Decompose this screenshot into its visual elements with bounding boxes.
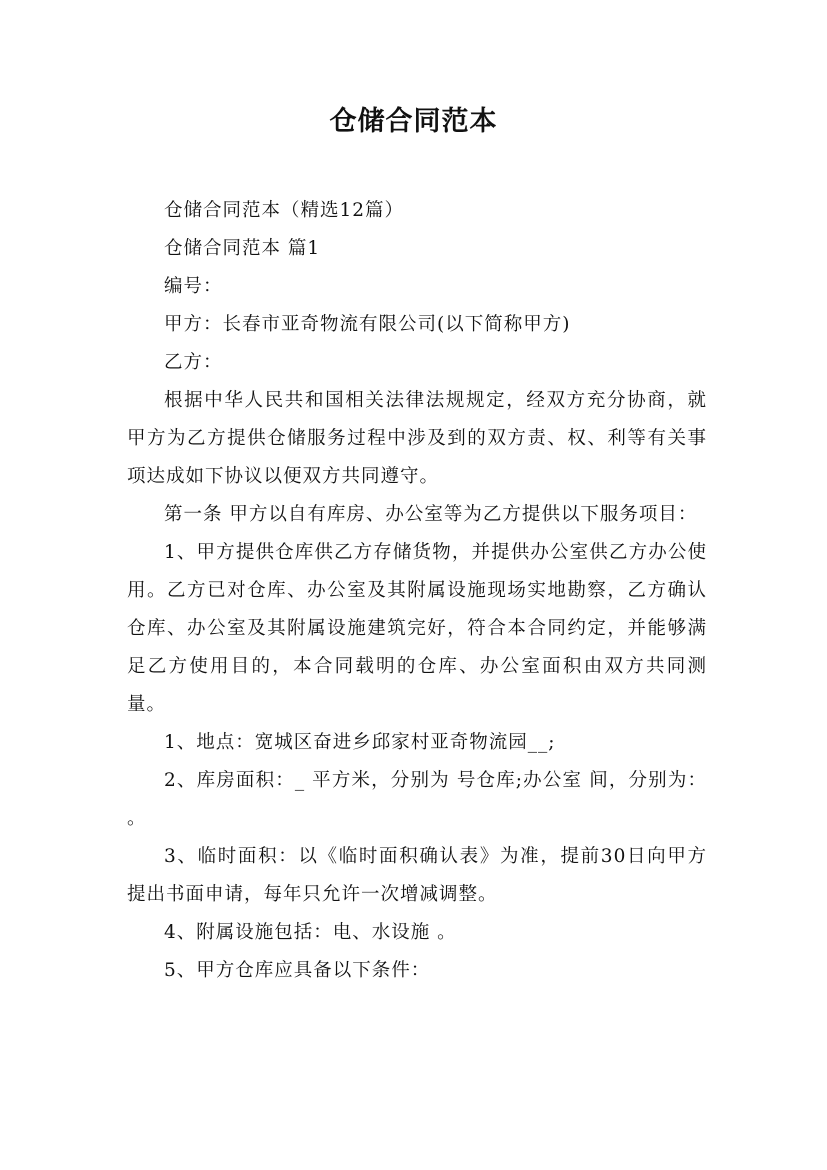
document-title: 仓储合同范本 bbox=[329, 106, 498, 137]
paragraph: 根据中华人民共和国相关法律法规规定，经双方充分协商，就甲方为乙方提供仓储服务过程中涉及到的双方责、权、利等有关事项达成如下协议以便双方共同遵守。 bbox=[127, 390, 707, 487]
paragraph: 1、甲方提供仓库供乙方存储货物，并提供办公室供乙方办公使用。乙方已对仓库、办公室及其附属设施现场实地勘察，乙方确认仓库、办公室及其附属设施建筑完好，符合本合同约定，并能够满足乙方使用目的，本合同载明的仓库、办公室面积由双方共同测量。 bbox=[127, 542, 707, 715]
paragraph: 乙方： bbox=[164, 352, 223, 373]
paragraph: 编号： bbox=[164, 276, 223, 297]
paragraph: 仓储合同范本 篇1 bbox=[164, 238, 321, 259]
paragraph: 甲方：长春市亚奇物流有限公司(以下简称甲方) bbox=[164, 314, 571, 335]
document-body bbox=[127, 192, 707, 990]
paragraph: 仓储合同范本（精选12篇） bbox=[164, 200, 405, 221]
paragraph: 4、附属设施包括：电、水设施 。 bbox=[164, 922, 457, 943]
paragraph: 第一条 甲方以自有库房、办公室等为乙方提供以下服务项目： bbox=[164, 504, 698, 525]
paragraph: 2、库房面积：_ 平方米，分别为 号仓库;办公室 间，分别为： 。 bbox=[127, 770, 707, 829]
paragraph: 1、地点：宽城区奋进乡邱家村亚奇物流园__; bbox=[164, 732, 556, 753]
paragraph: 5、甲方仓库应具备以下条件： bbox=[164, 960, 431, 981]
paragraph: 3、临时面积：以《临时面积确认表》为准，提前30日向甲方提出书面申请，每年只允许一次增减调整。 bbox=[127, 846, 707, 905]
